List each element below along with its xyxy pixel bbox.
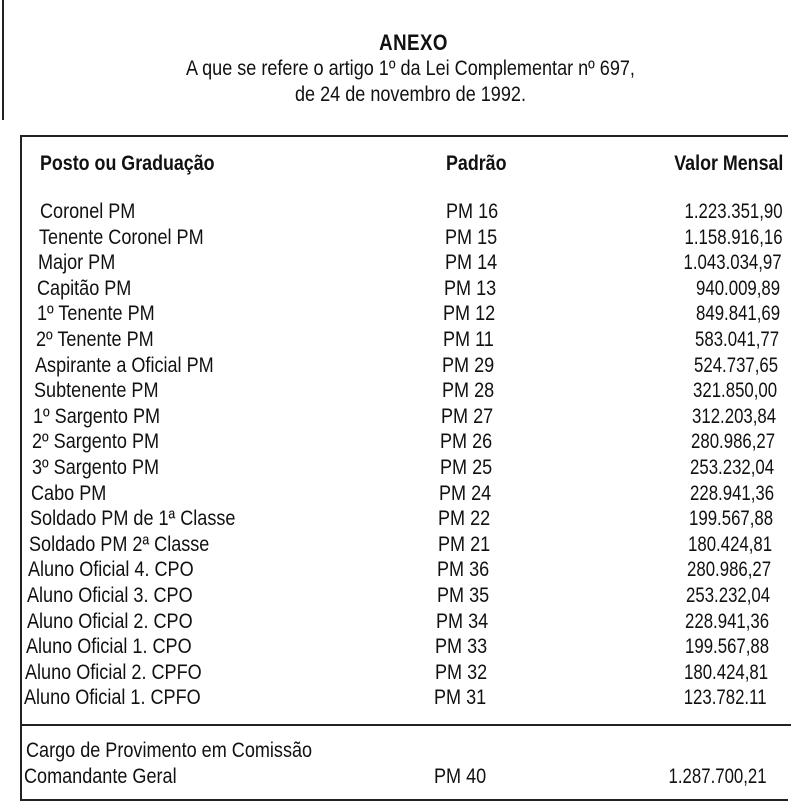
table-row — [0, 634, 791, 660]
row-posto: Major PM — [38, 251, 116, 275]
row-valor: 199.567,88 — [688, 507, 773, 531]
row-padrao: PM 31 — [434, 686, 487, 710]
row-padrao: PM 12 — [443, 302, 496, 326]
row-posto: 2º Sargento PM — [32, 430, 160, 454]
annex-subtitle-line-2: de 24 de novembro de 1992. — [295, 83, 526, 106]
row-posto: Cabo PM — [30, 481, 107, 505]
table-row — [0, 276, 791, 302]
table-row — [0, 404, 791, 430]
table-divider — [20, 724, 791, 726]
row-padrao: PM 29 — [442, 353, 495, 377]
row-padrao: PM 36 — [437, 558, 490, 582]
row-padrao: PM 40 — [434, 765, 487, 788]
row-posto: Aluno Oficial 1. CPO — [25, 635, 192, 659]
row-padrao: PM 27 — [440, 404, 494, 428]
row-valor: 1.043.034,97 — [683, 251, 782, 275]
table-row — [0, 481, 791, 507]
row-valor: 1.158.916,16 — [684, 225, 783, 249]
row-padrao: PM 32 — [434, 660, 487, 684]
column-header-posto: Posto ou Graduação — [40, 152, 215, 175]
row-posto: Soldado PM 2ª Classe — [29, 532, 210, 556]
row-posto: Aluno Oficial 2. CPO — [26, 609, 193, 633]
row-valor: 253.232,04 — [686, 583, 771, 607]
row-posto: Aluno Oficial 3. CPO — [27, 583, 193, 607]
row-valor: 312.203,84 — [692, 404, 777, 428]
row-posto: 3º Sargento PM — [31, 455, 159, 479]
row-posto: Aluno Oficial 2. CPFO — [24, 660, 202, 684]
annex-subtitle-line-1: A que se refere o artigo 1º da Lei Complementar nº 697, — [186, 57, 635, 80]
table-row — [0, 685, 791, 711]
column-header-padrao: Padrão — [446, 152, 507, 175]
row-valor: 583.041,77 — [694, 327, 779, 351]
row-valor: 253.232,04 — [690, 455, 775, 479]
row-valor: 180.424,81 — [687, 532, 773, 556]
row-valor: 321.850,00 — [693, 379, 778, 403]
row-posto: Aluno Oficial 1. CPFO — [24, 686, 201, 710]
table-row — [0, 301, 791, 327]
row-posto: Aspirante a Oficial PM — [34, 353, 214, 377]
row-padrao: PM 34 — [435, 609, 489, 633]
table-row — [0, 225, 791, 251]
table-row — [0, 378, 791, 404]
row-valor: 199.567,88 — [684, 635, 769, 659]
table-row — [0, 455, 791, 481]
row-valor: 228.941,36 — [685, 609, 770, 633]
row-padrao: PM 16 — [446, 200, 499, 223]
table-row — [0, 506, 791, 532]
row-valor: 280.986,27 — [687, 558, 772, 582]
row-posto: Soldado PM de 1ª Classe — [29, 507, 236, 531]
row-padrao: PM 25 — [439, 455, 492, 479]
row-posto: 1º Sargento PM — [33, 404, 161, 428]
commission-heading-row — [0, 738, 791, 764]
row-posto: Aluno Oficial 4. CPO — [28, 558, 194, 582]
row-posto: 1º Tenente PM — [36, 302, 155, 326]
row-valor: 1.223.351,90 — [684, 200, 783, 223]
row-padrao: PM 28 — [441, 379, 494, 403]
row-posto: Subtenente PM — [34, 379, 159, 403]
row-posto: Capitão PM — [37, 276, 132, 300]
table-row — [0, 764, 791, 790]
row-padrao: PM 24 — [439, 481, 492, 505]
row-posto: Comandante Geral — [24, 765, 177, 788]
row-posto: Tenente Coronel PM — [39, 225, 204, 249]
table-row — [0, 557, 791, 583]
annex-title: ANEXO — [379, 30, 448, 55]
row-padrao: PM 13 — [444, 276, 497, 300]
table-row — [0, 327, 791, 353]
table-row — [0, 532, 791, 558]
row-valor: 524.737,65 — [693, 353, 778, 377]
row-valor: 1.287.700,21 — [668, 765, 767, 788]
row-padrao: PM 14 — [444, 251, 497, 275]
table-row — [0, 609, 791, 635]
row-valor: 940.009,89 — [696, 276, 781, 300]
row-padrao: PM 22 — [438, 507, 491, 531]
commission-heading: Cargo de Provimento em Comissão — [26, 739, 313, 762]
table-row — [0, 353, 791, 379]
row-valor: 180.424,81 — [683, 660, 768, 684]
table-row — [0, 429, 791, 455]
row-padrao: PM 15 — [445, 225, 498, 249]
table-row — [0, 583, 791, 609]
salary-table-body — [0, 199, 791, 711]
column-header-valor: Valor Mensal — [673, 152, 783, 175]
row-padrao: PM 26 — [440, 430, 493, 454]
table-row — [0, 250, 791, 276]
row-valor: 849.841,69 — [695, 302, 780, 326]
row-padrao: PM 35 — [436, 583, 489, 607]
row-padrao: PM 33 — [435, 635, 488, 659]
row-padrao: PM 11 — [442, 327, 494, 351]
row-valor: 280.986,27 — [691, 430, 776, 454]
row-valor: 228.941,36 — [689, 481, 774, 505]
row-posto: Coronel PM — [40, 200, 136, 223]
commission-section — [0, 738, 791, 790]
table-row — [0, 199, 791, 225]
row-padrao: PM 21 — [437, 532, 490, 556]
row-posto: 2º Tenente PM — [35, 327, 154, 351]
table-row — [0, 660, 791, 686]
row-valor: 123.782.11 — [684, 686, 767, 710]
document-header — [0, 30, 791, 108]
